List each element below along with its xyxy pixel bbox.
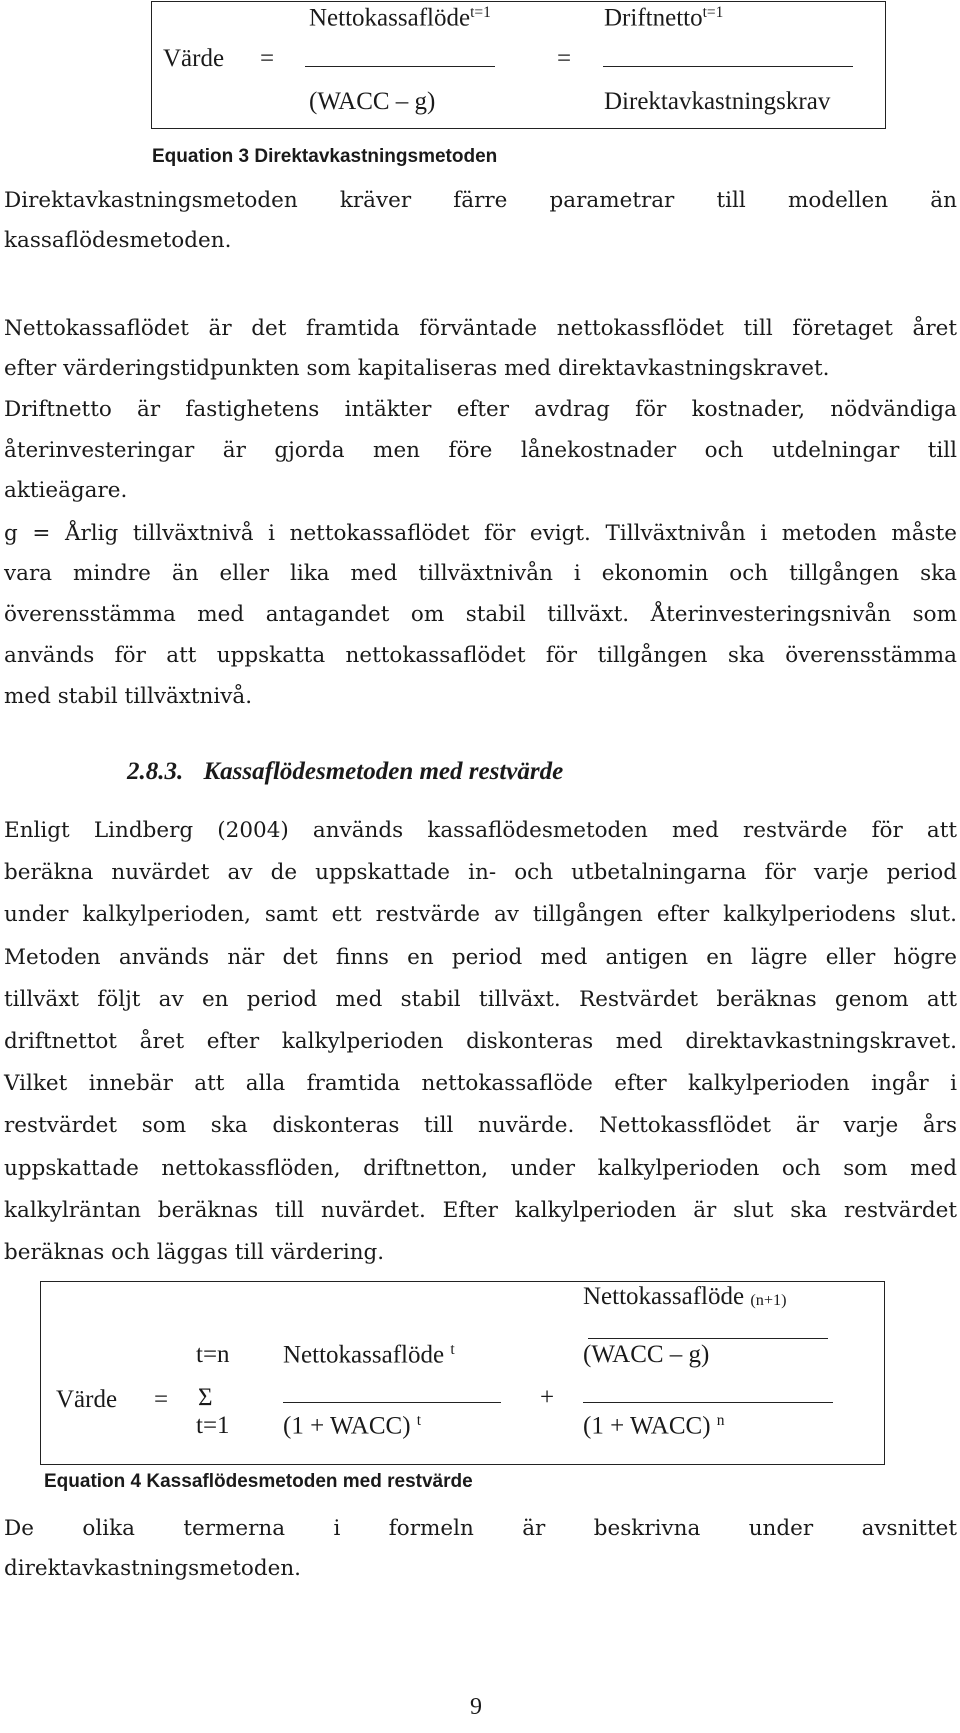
para4-line: Metoden används när det finns en period med antigen en lägre eller högre	[4, 944, 957, 970]
para4-last-line: beräknas och läggas till värdering.	[4, 1240, 385, 1265]
eq4-bottom-index: t=1	[196, 1412, 230, 1439]
sigma-symbol: Σ	[198, 1384, 213, 1411]
para2-line5: aktieägare.	[4, 478, 128, 503]
eq3-num1: Nettokassaflöde$^{t=1}$	[309, 4, 491, 32]
para4-line: restvärdet som ska diskonteras till nuvärde. Nettokassflödet är varje års	[4, 1113, 957, 1139]
equation-4-caption: Equation 4 Kassaflödesmetoden med restvärde	[44, 1471, 473, 1492]
eq3-fraction-bar-2	[603, 66, 853, 67]
section-heading	[127, 758, 563, 786]
para4-line: beräkna nuvärdet av de uppskattade in- och utbetalningarna för varje period	[4, 860, 957, 886]
para4-line: uppskattade nettokassflöden, driftnetton, under kalkylperioden och som med	[4, 1155, 957, 1181]
para2-line1: Nettokassaflödet är det framtida förväntade nettokassflödet till företaget året	[4, 316, 957, 341]
para2-line4: återinvesteringar är gjorda men före lånekostnader och utdelningar till	[4, 438, 957, 463]
eq4-frac1-den: (1 + WACC) $^t$	[283, 1412, 422, 1440]
eq4-top-index: t=n	[196, 1341, 230, 1368]
eq4-frac2-inner-bar	[588, 1338, 828, 1339]
eq4-frac2-top: Nettokassaflöde (n+1)	[583, 1283, 787, 1310]
eq3-fraction-bar-1	[305, 66, 495, 67]
eq3-den1: (WACC – g)	[309, 88, 436, 115]
para1-line2: kassaflödesmetoden.	[4, 228, 232, 253]
eq4-frac2-mid: (WACC – g)	[583, 1341, 710, 1368]
page-number: 9	[470, 1694, 482, 1720]
para4-line: kalkylräntan beräknas till nuvärdet. Efter kalkylperioden är slut ska restvärdet	[4, 1197, 957, 1223]
section-title: Kassaflödesmetoden med restvärde	[203, 758, 564, 785]
eq3-equals-2: =	[557, 45, 572, 72]
equation-3-caption: Equation 3 Direktavkastningsmetoden	[152, 146, 498, 167]
para4-line: tillväxt följt av en period med stabil tillväxt. Restvärdet beräknas genom att	[4, 986, 957, 1012]
eq4-equals: =	[154, 1386, 169, 1413]
eq4-frac1-bar	[283, 1402, 501, 1403]
para1-line1: Direktavkastningsmetoden kräver färre parametrar till modellen än	[4, 188, 957, 213]
para4-line: Vilket innebär att alla framtida nettokassaflöde efter kalkylperioden ingår i	[4, 1071, 957, 1097]
para3-line3: överensstämma med antagandet om stabil tillväxt. Återinvesteringsnivån som	[4, 602, 957, 627]
para3-line2: vara mindre än eller lika med tillväxtnivån i ekonomin och tillgången ska	[4, 561, 957, 586]
eq3-num2: Driftnetto$^{t=1}$	[604, 4, 724, 32]
para5-line2: direktavkastningsmetoden.	[4, 1556, 302, 1581]
eq3-den2: Direktavkastningskrav	[604, 88, 831, 115]
para2-line2: efter värderingstidpunkten som kapitaliseras med direktavkastningskravet.	[4, 356, 830, 381]
eq4-plus: +	[540, 1384, 555, 1411]
para2-line3: Driftnetto är fastighetens intäkter efter avdrag för kostnader, nödvändiga	[4, 397, 957, 422]
eq3-equals-1: =	[260, 45, 275, 72]
section-number: 2.8.3.	[127, 758, 184, 785]
eq4-frac2-den: (1 + WACC) $^n$	[583, 1412, 725, 1440]
para4-line: driftnettot året efter kalkylperioden diskonteras med direktavkastningskravet.	[4, 1029, 957, 1054]
para4-line: Enligt Lindberg (2004) används kassaflödesmetoden med restvärde för att	[4, 818, 957, 843]
eq4-frac1-num: Nettokassaflöde $^t$	[283, 1341, 455, 1369]
para3-line4: används för att uppskatta nettokassaflödet för tillgången ska överensstämma	[4, 643, 957, 668]
para3-line5: med stabil tillväxtnivå.	[4, 684, 253, 709]
eq4-frac2-bar	[583, 1402, 833, 1403]
para5-line1: De olika termerna i formeln är beskrivna under avsnittet	[4, 1516, 957, 1541]
eq3-lhs: Värde	[163, 45, 225, 72]
para4-line: under kalkylperioden, samt ett restvärde av tillgången efter kalkylperiodens slut.	[4, 902, 957, 928]
eq4-lhs: Värde	[56, 1386, 118, 1413]
para3-line1: g = Årlig tillväxtnivå i nettokassaflödet för evigt. Tillväxtnivån i metoden måste	[4, 521, 957, 546]
